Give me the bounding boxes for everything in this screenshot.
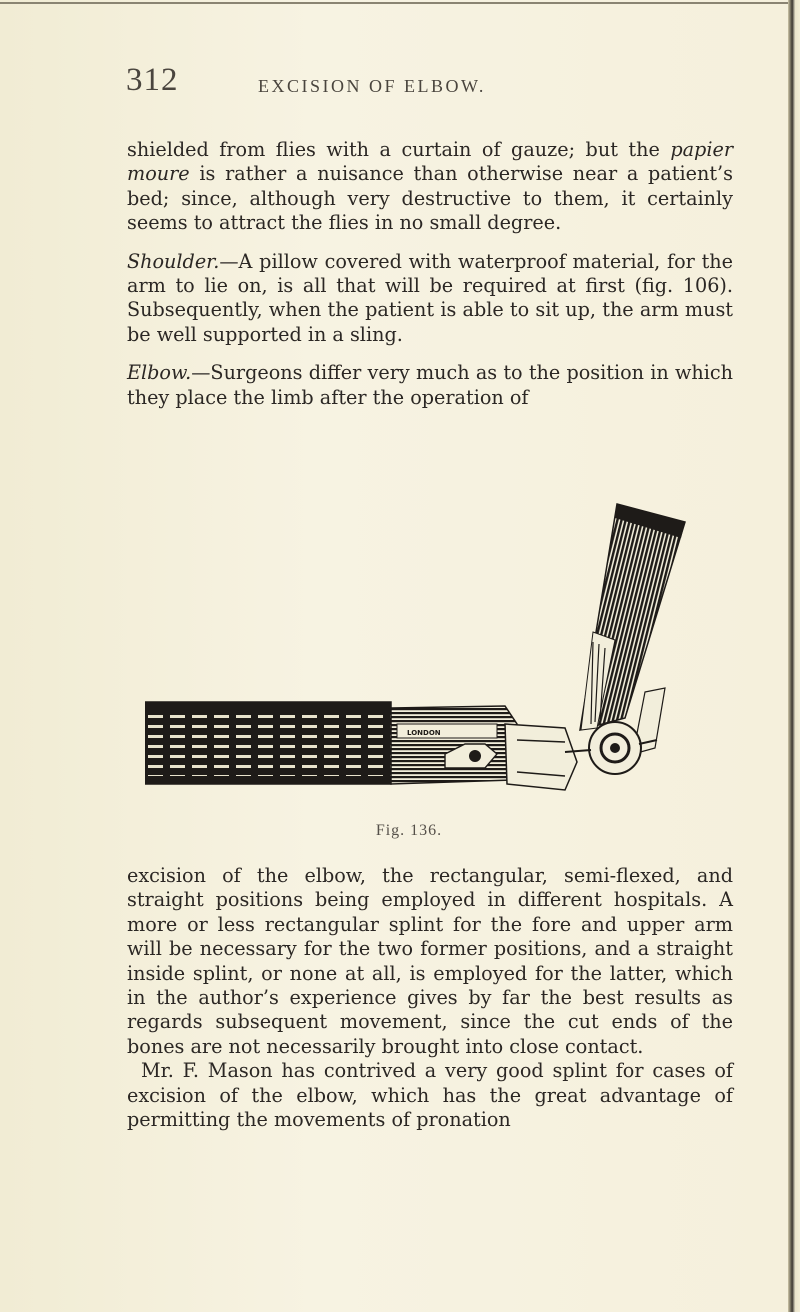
- top-edge-rule: [0, 2, 788, 4]
- running-title: EXCISION OF ELBOW.: [258, 76, 486, 96]
- running-head: [0, 60, 788, 100]
- page-number: 312: [126, 62, 179, 98]
- text-block-bottom: [127, 864, 733, 1132]
- italic-term: papier moure: [127, 138, 733, 186]
- elbow-hinge: [505, 722, 657, 790]
- section-lead: Elbow.: [127, 361, 192, 385]
- page-edge-shadow: [788, 0, 800, 1312]
- section-lead: Shoulder.: [127, 249, 220, 273]
- figure-caption: Fig. 136.: [375, 822, 443, 839]
- text-block-top: [127, 138, 733, 424]
- upper-arm-splint: [580, 504, 685, 754]
- paragraph-elbow: Elbow.—Surgeons differ very much as to the position in which they place the limb after the operation of: [127, 361, 733, 409]
- maker-stamp: LONDON: [407, 729, 441, 737]
- splint-illustration: [145, 492, 715, 804]
- paragraph-mason: Mr. F. Mason has contrived a very good splint for cases of excision of the elbow, which has the great advantage of permitting the movements of pronation: [127, 1059, 733, 1132]
- forearm-splint: [145, 702, 517, 784]
- paragraph: shielded from flies with a curtain of gauze; but the papier moure is rather a nuisance than otherwise near a patient’s bed; since, although very destructive to them, it certainly seems to attract the flies in no small degree.: [127, 138, 733, 235]
- paragraph: excision of the elbow, the rectangular, semi-flexed, and straight positions being employed in different hospitals. A more or less rectangular splint for the fore and upper arm will be necessary for the two former positions, and a straight inside splint, or none at all, is employed for the latter, which in the author’s experience gives by far the best results as regards subsequent movement, since the cut ends of the bones are not necessarily brought into close contact.: [127, 864, 733, 1058]
- paragraph-shoulder: Shoulder.—A pillow covered with waterproof material, for the arm to lie on, is all that will be required at first (fig. 106). Subsequently, when the patient is able to sit up, the arm must be well supported in a sling.: [127, 249, 733, 346]
